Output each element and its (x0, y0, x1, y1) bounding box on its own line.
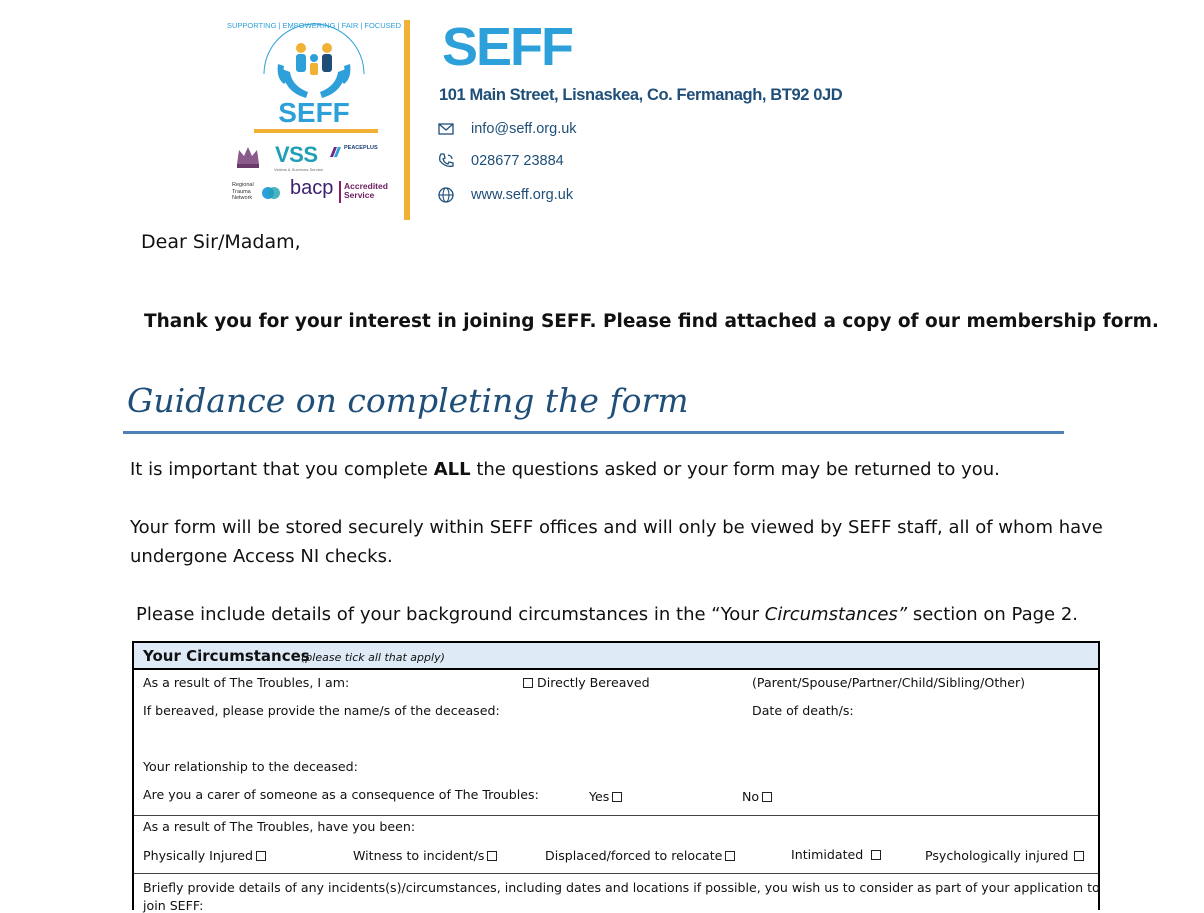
intimidated-checkbox[interactable] (871, 850, 881, 860)
vss-logo: VSS (275, 142, 318, 167)
contact-website[interactable]: www.seff.org.uk (471, 187, 574, 203)
bacp-divider (339, 181, 341, 203)
guidance-heading: Guidance on completing the form (127, 381, 689, 420)
row-divider (134, 873, 1098, 874)
letterhead-divider (404, 20, 410, 220)
circumstances-form-table (132, 641, 1100, 913)
row6-line-2: join SEFF: (143, 898, 204, 913)
salutation: Dear Sir/Madam, (141, 231, 301, 253)
para3-text-end: section on Page 2. (907, 604, 1079, 625)
row2-label: If bereaved, please provide the name/s of the deceased: (143, 703, 500, 718)
displaced-option[interactable] (545, 848, 735, 863)
table-header (134, 643, 1098, 670)
row4-label: Are you a carer of someone as a consequence of The Troubles: (143, 787, 539, 802)
contact-web-row (437, 185, 573, 205)
witness-option[interactable] (353, 848, 497, 863)
contact-email-row (437, 119, 577, 139)
envelope-icon (437, 120, 455, 138)
row-divider (134, 815, 1098, 816)
guidance-paragraph-2 (130, 513, 1130, 571)
seff-logo-block (226, 14, 402, 214)
phone-icon (437, 152, 455, 170)
guidance-paragraph-3 (136, 600, 1078, 629)
date-of-death-label: Date of death/s: (752, 703, 854, 718)
para2-line-2: undergone Access NI checks. (130, 546, 393, 567)
logo-ring-text: SUPPORTING | EMPOWERING | FAIR | FOCUSED (226, 21, 402, 30)
displaced-label: Displaced/forced to relocate (545, 848, 723, 863)
relationship-options-note: (Parent/Spouse/Partner/Child/Sibling/Other) (752, 675, 1026, 690)
para1-text-start: It is important that you complete (130, 459, 434, 480)
table-header-title: Your Circumstances (143, 647, 310, 665)
witness-checkbox[interactable] (487, 851, 497, 861)
physically-injured-checkbox[interactable] (256, 851, 266, 861)
row3-label: Your relationship to the deceased: (143, 759, 358, 774)
intimidated-label: Intimidated (791, 847, 864, 862)
contact-phone: 028677 23884 (471, 153, 564, 169)
trauma-network-icon (261, 185, 281, 201)
intimidated-option[interactable] (791, 847, 881, 862)
address: 101 Main Street, Lisnaskea, Co. Fermanagh, BT92 0JD (439, 86, 843, 104)
accredited-service-label: Accredited Service (344, 181, 388, 200)
directly-bereaved-option[interactable] (523, 675, 650, 690)
contact-phone-row (437, 151, 564, 171)
regional-trauma-network-logo: Regional Trauma Network (232, 182, 254, 201)
row6-line-1: Briefly provide details of any incidents(s)/circumstances, including dates and locations if possible, you wish us to consider as part of your application to (143, 880, 1100, 895)
thank-you-line: Thank you for your interest in joining SEFF. Please find attached a copy of our membership form. (144, 311, 1159, 332)
crown-crest-icon (234, 144, 262, 170)
header-cell-divider (741, 670, 744, 673)
witness-label: Witness to incident/s (353, 848, 485, 863)
brand-title: SEFF (442, 17, 573, 77)
physically-injured-option[interactable] (143, 848, 266, 863)
directly-bereaved-checkbox[interactable] (523, 678, 533, 688)
vss-subtitle: Victims & Survivors Service (274, 167, 323, 172)
psychologically-injured-checkbox[interactable] (1074, 851, 1084, 861)
bacp-logo: bacp (290, 177, 334, 199)
seff-emblem-logo (226, 14, 402, 134)
table-header-note: (please tick all that apply) (301, 651, 445, 664)
para3-italic: Circumstances” (764, 604, 908, 625)
carer-yes-option[interactable] (589, 789, 622, 804)
para3-text-start: Please include details of your background circumstances in the “Your (136, 604, 765, 625)
peaceplus-mark-icon (328, 146, 342, 158)
row5-label: As a result of The Troubles, have you been: (143, 819, 416, 834)
guidance-paragraph-1 (130, 455, 1000, 484)
physically-injured-label: Physically Injured (143, 848, 254, 863)
carer-no-label: No (742, 789, 760, 804)
carer-yes-checkbox[interactable] (612, 792, 622, 802)
logo-underline (254, 129, 378, 133)
para2-line-1: Your form will be stored securely within SEFF offices and will only be viewed by SEFF staff, all of whom have (130, 517, 1103, 538)
psychologically-injured-option[interactable] (925, 848, 1084, 863)
carer-no-option[interactable] (742, 789, 772, 804)
heading-underline (123, 431, 1064, 434)
para1-text-end: the questions asked or your form may be returned to you. (470, 459, 1000, 480)
carer-no-checkbox[interactable] (762, 792, 772, 802)
psychologically-injured-label: Psychologically injured (925, 848, 1069, 863)
contact-email[interactable]: info@seff.org.uk (471, 121, 577, 137)
peaceplus-logo: PEACEPLUS (344, 145, 378, 151)
para1-emphasis: ALL (433, 459, 471, 480)
directly-bereaved-label: Directly Bereaved (537, 675, 650, 690)
row1-label: As a result of The Troubles, I am: (143, 675, 350, 690)
displaced-checkbox[interactable] (725, 851, 735, 861)
logo-wordmark: SEFF (278, 97, 350, 128)
globe-icon (437, 186, 455, 204)
carer-yes-label: Yes (589, 789, 610, 804)
